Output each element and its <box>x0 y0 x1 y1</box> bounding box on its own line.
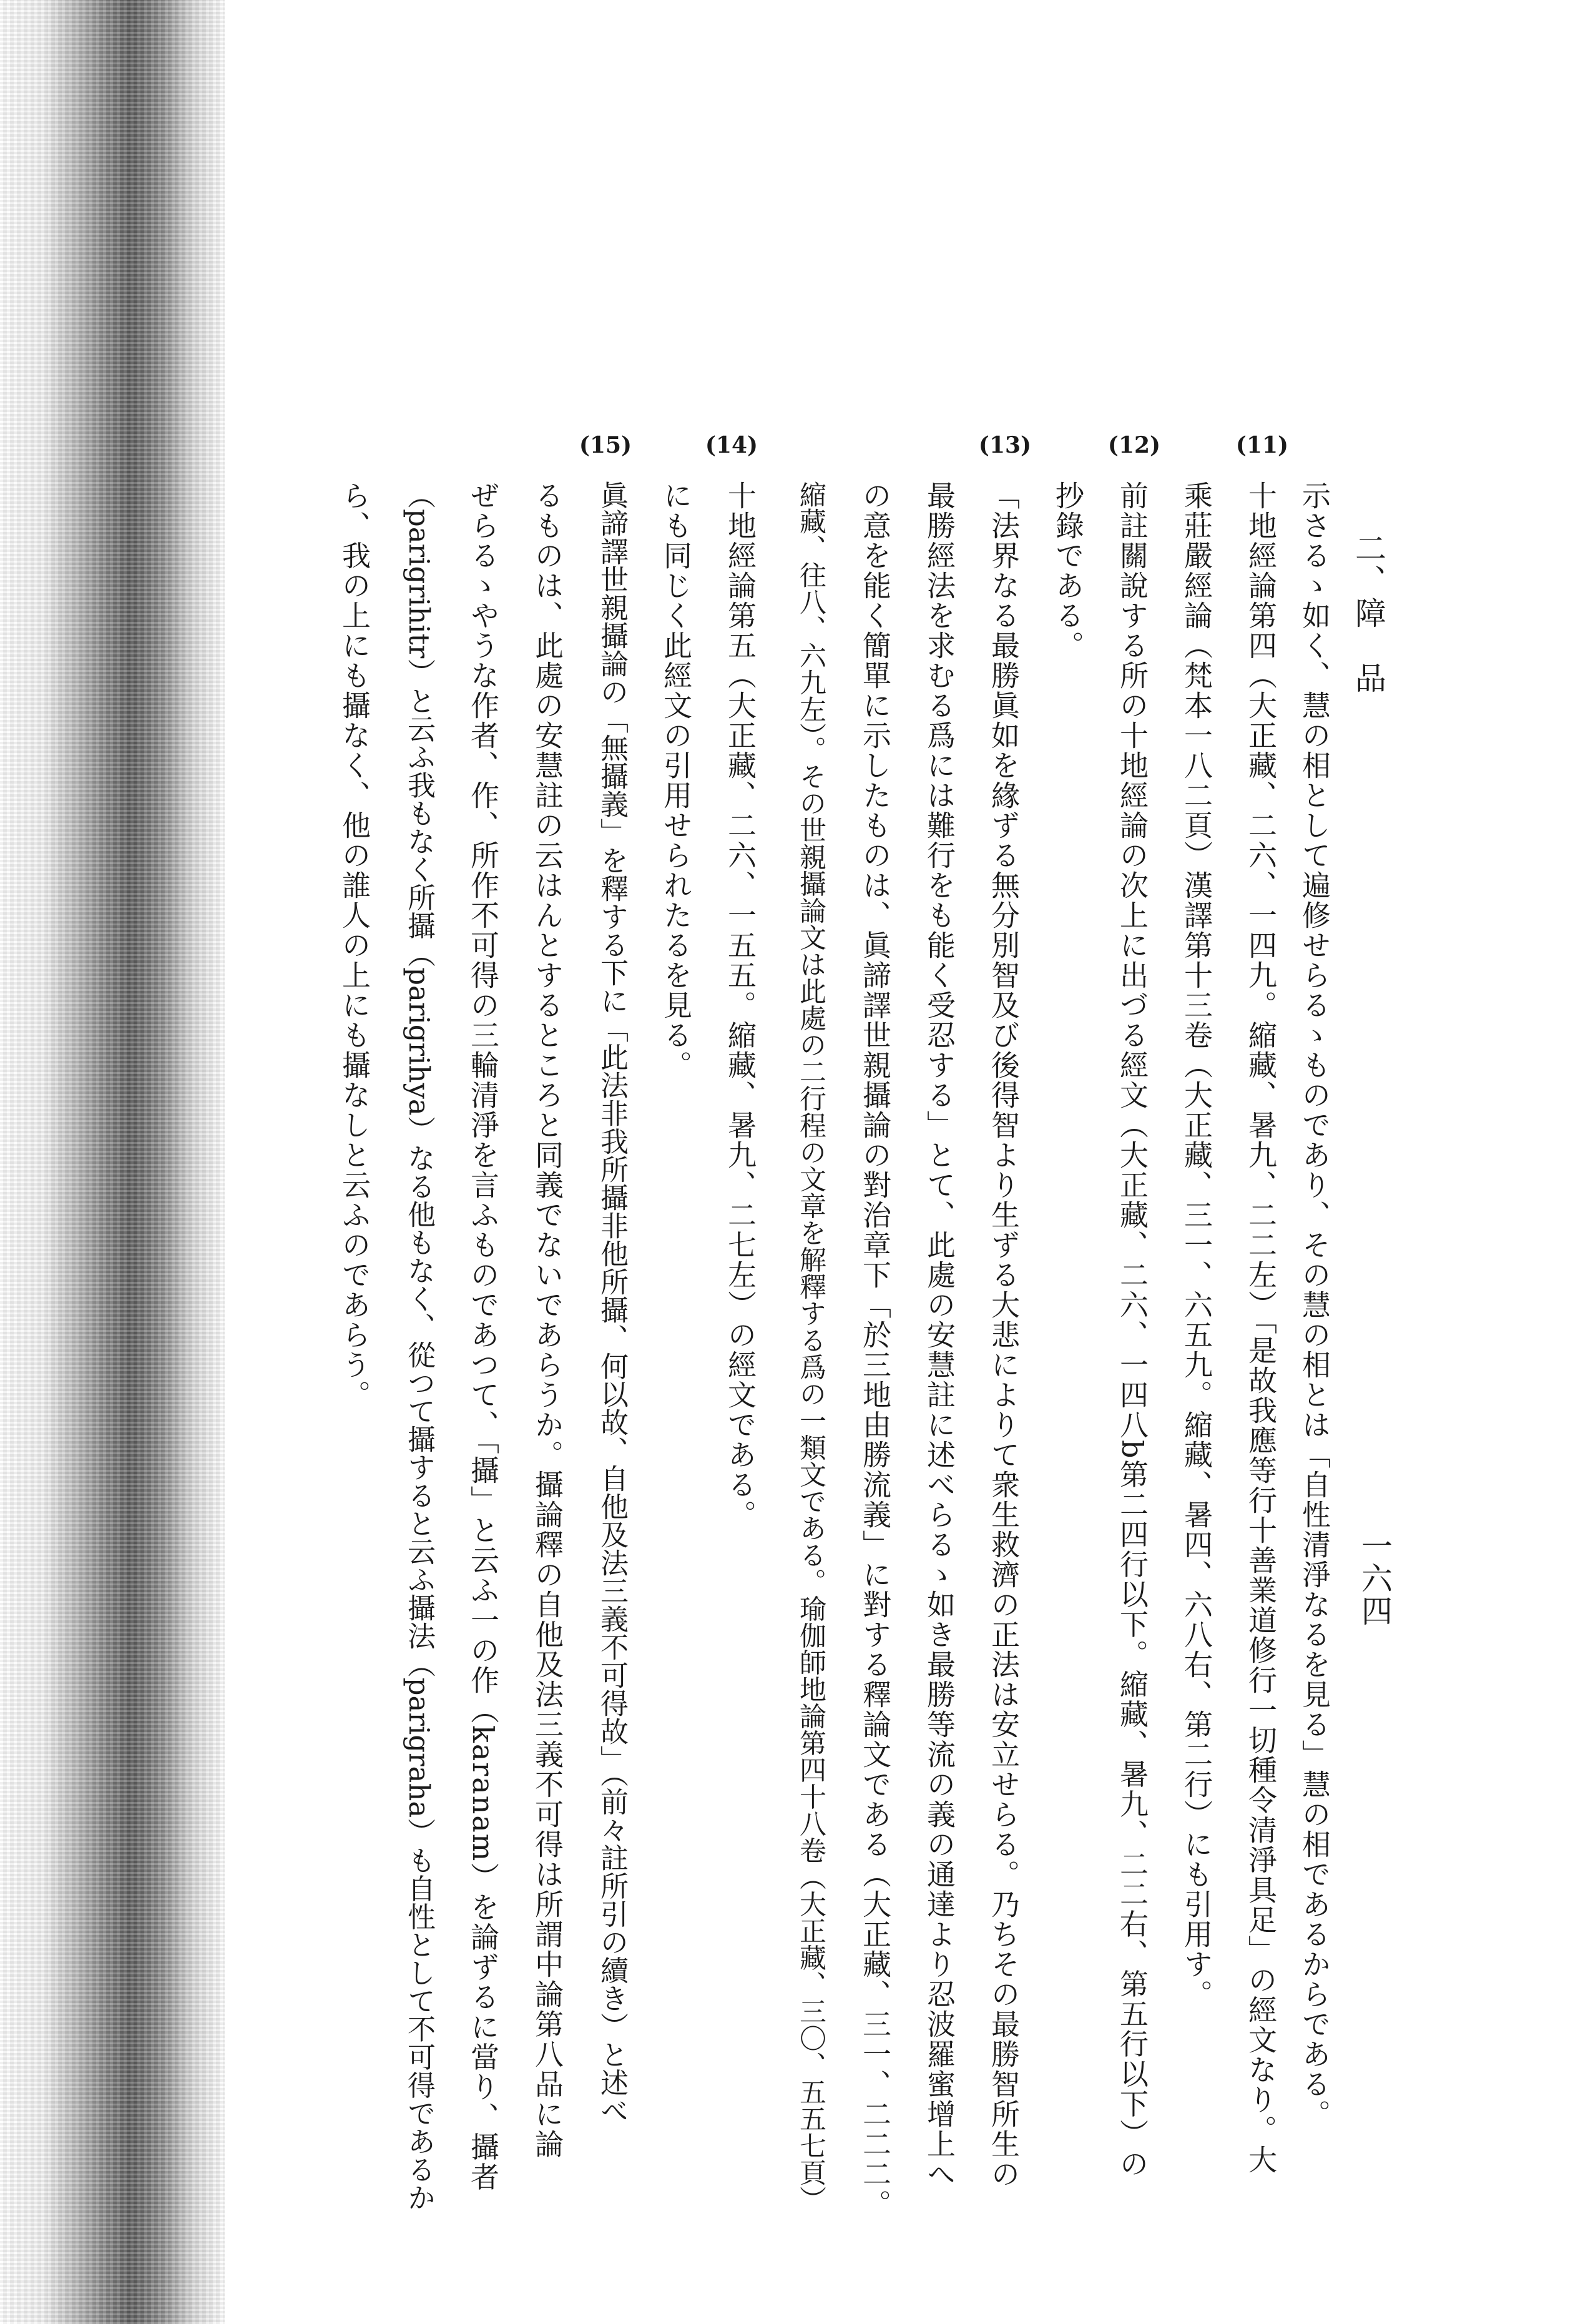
text-line-5: 抄錄である。 <box>1051 481 1085 661</box>
text-line-14: ぜらるゝやうな作者、作、所作不可得の三輪清淨を言ふものであつて、「攝」と云ふ一の作（karanam）を論ずるに當り、攝者 <box>466 481 500 2192</box>
note-number-11: (11) <box>1235 432 1289 458</box>
text-line-10: 十地經論第五（大正藏、二六、一五五。縮藏、暑九、二七左）の經文である。 <box>723 481 757 1530</box>
text-line-11: にも同じく此經文の引用せられたるを見る。 <box>659 481 693 1080</box>
note-number-15: (15) <box>579 432 632 458</box>
text-line-8: の意を能く簡單に示したものは、眞諦譯世親攝論の對治章下「於三地由勝流義」に對する釋論文である（大正藏、三一、二二二。 <box>858 481 892 2219</box>
text-line-4: 前註關說する所の十地經論の次上に出づる經文（大正藏、二六、一四八b第二四行以下。縮藏、暑九、二二右、第五行以下）の <box>1115 481 1149 2179</box>
text-line-3: 乘莊嚴經論（梵本一八二頁）漢譯第十三卷（大正藏、三一、六五九。縮藏、暑四、六八右、第二行）にも引用す。 <box>1180 481 1213 2009</box>
text-line-15: （parigrihitr）と云ふ我もなく所攝（parigrihya）なる他もなく、從つて攝すると云ふ攝法（parigraha）も自性として不可得であるか <box>403 481 436 2212</box>
text-line-12: 眞諦譯世親攝論の「無攝義」を釋する下に「此法非我所攝非他所攝、何以故、自他及法三義不可得故」（前々註所引の續き）と述べ <box>595 481 629 2125</box>
chapter-header: 二、障 品 <box>1350 532 1386 694</box>
note-number-12: (12) <box>1107 432 1161 458</box>
text-line-2: 十地經論第四（大正藏、二六、一四九。縮藏、暑九、二二左）「是故我應等行十善業道修行一切種令清淨具足」の經文なり。大 <box>1244 481 1278 2175</box>
text-line-13: るものは、此處の安慧註の云はんとするところと同義でないであらうか。攝論釋の自他及法三義不可得は所謂中論第八品に論 <box>531 481 564 2159</box>
text-line-6: 「法界なる最勝眞如を緣ずる無分別智及び後得智より生ずる大悲によりて衆生救濟の正法は安立せらる。乃ちその最勝智所生の <box>987 481 1021 2189</box>
scan-binding-noise <box>0 0 225 2324</box>
text-line-9: 縮藏、往八、六九左）。その世親攝論文は此處の二行程の文章を解釋する爲の一類文である。瑜伽師地論第四十八卷（大正藏、三〇、五五七頁） <box>795 481 826 2213</box>
page-number: 一六四 <box>1356 1530 1393 1627</box>
text-line-1: 示さるゝ如く、慧の相として遍修せらるゝものであり、その慧の相とは「自性清淨なるを見る」慧の相であるからである。 <box>1298 481 1331 2129</box>
note-number-13: (13) <box>978 432 1032 458</box>
text-line-7: 最勝經法を求むる爲には難行をも能く受忍する」とて、此處の安慧註に述べらるゝ如き最勝等流の義の通達より忍波羅蜜增上へ <box>923 481 956 2189</box>
text-line-16: ら、我の上にも攝なく、他の誰人の上にも攝なしと云ふのであらう。 <box>338 481 371 1410</box>
note-number-14: (14) <box>705 432 758 458</box>
